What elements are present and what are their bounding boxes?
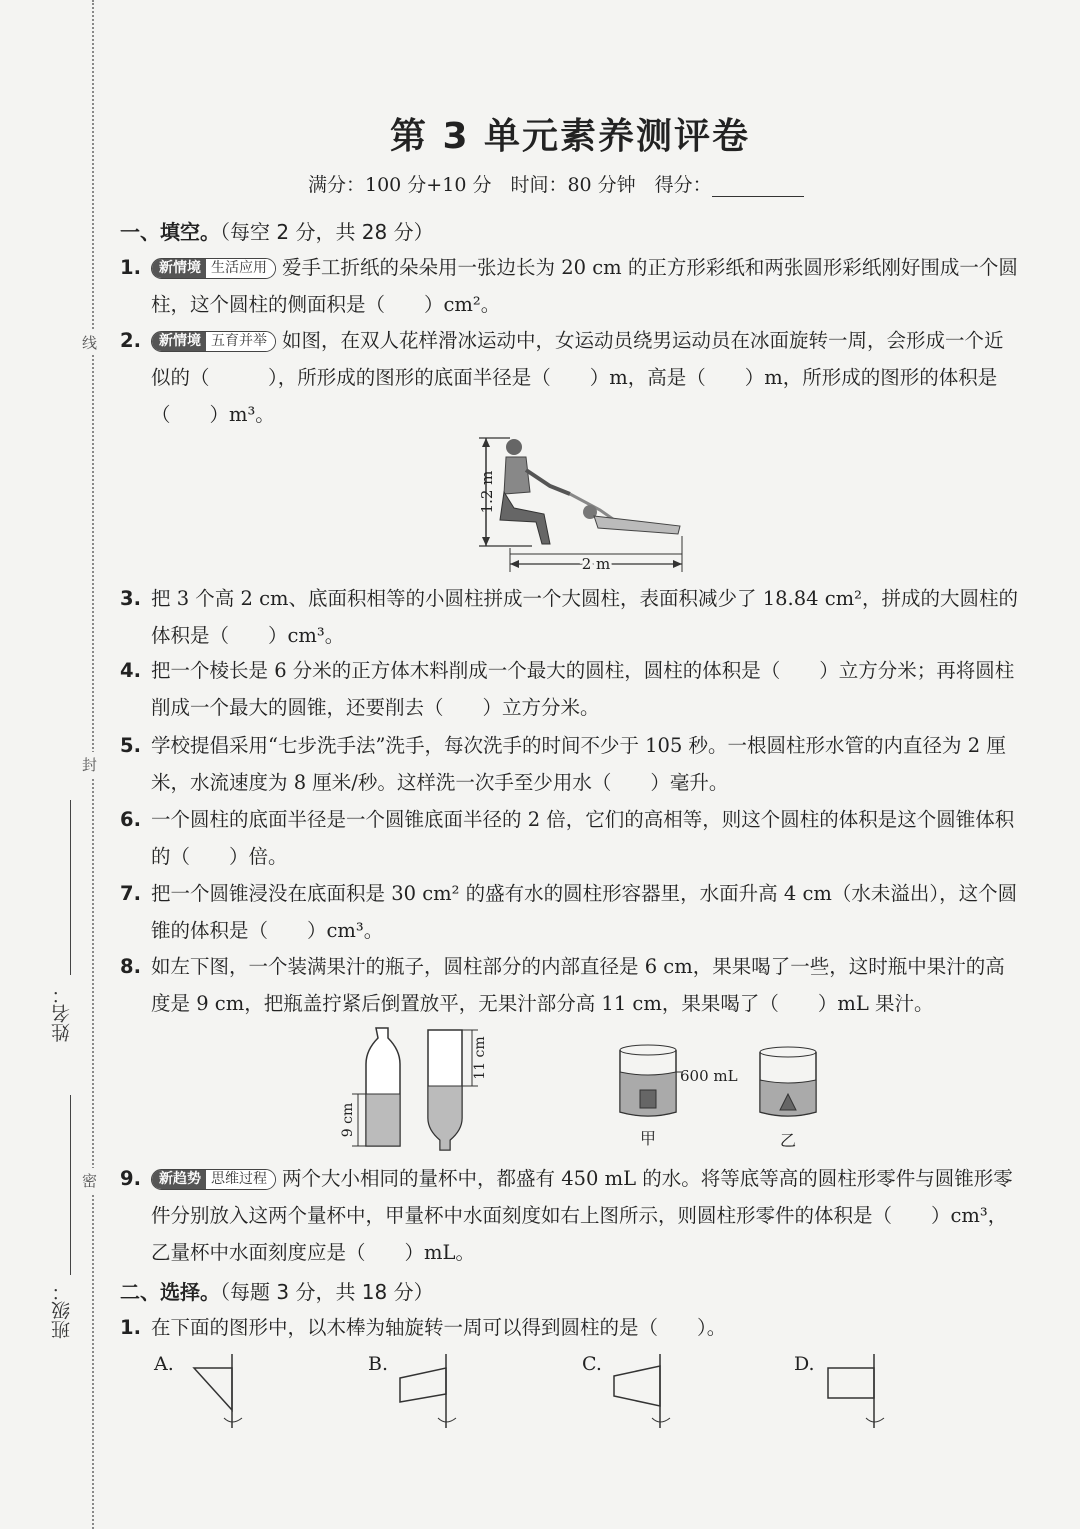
score-info xyxy=(308,170,804,197)
choice-d-label: D. xyxy=(794,1353,815,1375)
question-text: 如图，在双人花样滑冰运动中，女运动员绕男运动员在冰面旋转一周，会形成一个近似的（ ），所形成的图形的底面半径是（ ）m，高是（ ）m，所形成的图形的体积是（ ）m³。 xyxy=(151,329,1004,426)
choice-c-label: C. xyxy=(582,1353,602,1375)
question-number: 6. xyxy=(120,808,141,831)
cup-a-label: 甲 xyxy=(639,1129,657,1148)
question-6 xyxy=(120,801,1020,875)
section-fill-in-note: （每空 2 分，共 28 分） xyxy=(220,220,434,244)
tag-secondary: 思维过程 xyxy=(206,1170,275,1189)
page-title: 第 3 单元素养测评卷 xyxy=(389,116,751,157)
score-blank xyxy=(712,178,804,197)
question-text: 学校提倡采用“七步洗手法”洗手，每次洗手的时间不少于 105 秒。一根圆柱形水管的内直径为 2 厘米，水流速度为 8 厘米/秒。这样洗一次手至少用水（ ）毫升。 xyxy=(151,734,1006,794)
tag-secondary: 五育并举 xyxy=(206,332,275,351)
choice-question-1 xyxy=(120,1309,1020,1346)
section-fill-in-label: 一、填空。 xyxy=(120,220,220,244)
question-1 xyxy=(120,249,1020,323)
section-choice xyxy=(120,1276,434,1305)
question-text: 把一个圆锥浸没在底面积是 30 cm² 的盛有水的圆柱形容器里，水面升高 4 cm（水未溢出），这个圆锥的体积是（ ）cm³。 xyxy=(151,882,1018,942)
tag-primary: 新情境 xyxy=(152,332,206,351)
choice-b xyxy=(368,1353,456,1428)
tag-primary: 新趋势 xyxy=(152,1170,206,1189)
choice-shapes xyxy=(150,1348,920,1438)
bottle-right-label: 11 cm xyxy=(472,1036,488,1080)
tag-badge xyxy=(151,1169,276,1190)
measuring-cups-figure xyxy=(616,1040,836,1160)
question-text: 把一个棱长是 6 分米的正方体木料削成一个最大的圆柱，圆柱的体积是（ ）立方分米；再将圆柱削成一个最大的圆锥，还要削去（ ）立方分米。 xyxy=(151,659,1015,719)
choice-c xyxy=(582,1353,670,1428)
skater-width-label: 2 m xyxy=(581,555,611,573)
bottle-left-label: 9 cm xyxy=(340,1102,356,1138)
score-info-text: 满分：100 分+10 分 时间：80 分钟 得分： xyxy=(308,174,712,196)
question-number: 1. xyxy=(120,1316,141,1339)
question-text: 两个大小相同的量杯中，都盛有 450 mL 的水。将等底等高的圆柱形零件与圆锥形零件分别放入这两个量杯中，甲量杯中水面刻度如右上图所示，则圆柱形零件的体积是（ ）cm³，乙量杯中水面刻度应是（ ）mL。 xyxy=(151,1167,1013,1264)
question-3 xyxy=(120,580,1020,654)
tag-primary: 新情境 xyxy=(152,259,206,278)
question-8 xyxy=(120,948,1020,1022)
cup-mark-label: 600 mL xyxy=(680,1067,738,1085)
tag-badge xyxy=(151,331,276,352)
class-blank-line xyxy=(70,1095,71,1275)
question-5 xyxy=(120,727,1020,801)
question-number: 2. xyxy=(120,329,141,352)
choice-d xyxy=(794,1353,884,1428)
binding-mark-seal: 封 xyxy=(82,752,97,777)
question-number: 9. xyxy=(120,1167,141,1190)
bottle-figure xyxy=(338,1024,498,1154)
question-text: 把 3 个高 2 cm、底面积相等的小圆柱拼成一个大圆柱，表面积减少了 18.84 cm²，拼成的大圆柱的体积是（ ）cm³。 xyxy=(151,587,1018,647)
tag-badge xyxy=(151,258,276,279)
question-number: 5. xyxy=(120,734,141,757)
question-number: 7. xyxy=(120,882,141,905)
binding-mark-line: 线 xyxy=(82,330,97,355)
name-label: 姓名： xyxy=(51,985,73,1042)
class-label: 班级： xyxy=(51,1282,73,1339)
binding-mark-sealed: 密 xyxy=(82,1168,97,1193)
question-text: 如左下图，一个装满果汁的瓶子，圆柱部分的内部直径是 6 cm，果果喝了一些，这时瓶中果汁的高度是 9 cm，把瓶盖拧紧后倒置放平，无果汁部分高 11 cm，果果喝了（ ）mL 果汁。 xyxy=(151,955,1005,1015)
question-number: 1. xyxy=(120,256,141,279)
tag-secondary: 生活应用 xyxy=(206,259,275,278)
question-text: 一个圆柱的底面半径是一个圆锥底面半径的 2 倍，它们的高相等，则这个圆柱的体积是这个圆锥体积的（ ）倍。 xyxy=(151,808,1015,868)
cup-b-label: 乙 xyxy=(779,1131,797,1150)
question-2 xyxy=(120,322,1020,433)
name-blank-line xyxy=(70,800,71,975)
choice-a-label: A. xyxy=(154,1353,174,1375)
question-9 xyxy=(120,1160,1020,1271)
section-choice-label: 二、选择。 xyxy=(120,1280,220,1304)
skater-height-label: 1.2 m xyxy=(478,470,496,514)
choice-b-label: B. xyxy=(368,1353,389,1375)
question-text: 在下面的图形中，以木棒为轴旋转一周可以得到圆柱的是（ ）。 xyxy=(151,1316,727,1339)
question-number: 8. xyxy=(120,955,141,978)
question-text: 爱手工折纸的朵朵用一张边长为 20 cm 的正方形彩纸和两张圆形彩纸刚好围成一个圆柱，这个圆柱的侧面积是（ ）cm²。 xyxy=(151,256,1018,316)
question-number: 3. xyxy=(120,587,141,610)
section-choice-note: （每题 3 分，共 18 分） xyxy=(220,1280,434,1304)
question-number: 4. xyxy=(120,659,141,682)
question-4 xyxy=(120,652,1020,726)
section-fill-in xyxy=(120,216,434,245)
question-7 xyxy=(120,875,1020,949)
choice-a xyxy=(153,1353,242,1428)
skater-figure xyxy=(470,432,700,577)
